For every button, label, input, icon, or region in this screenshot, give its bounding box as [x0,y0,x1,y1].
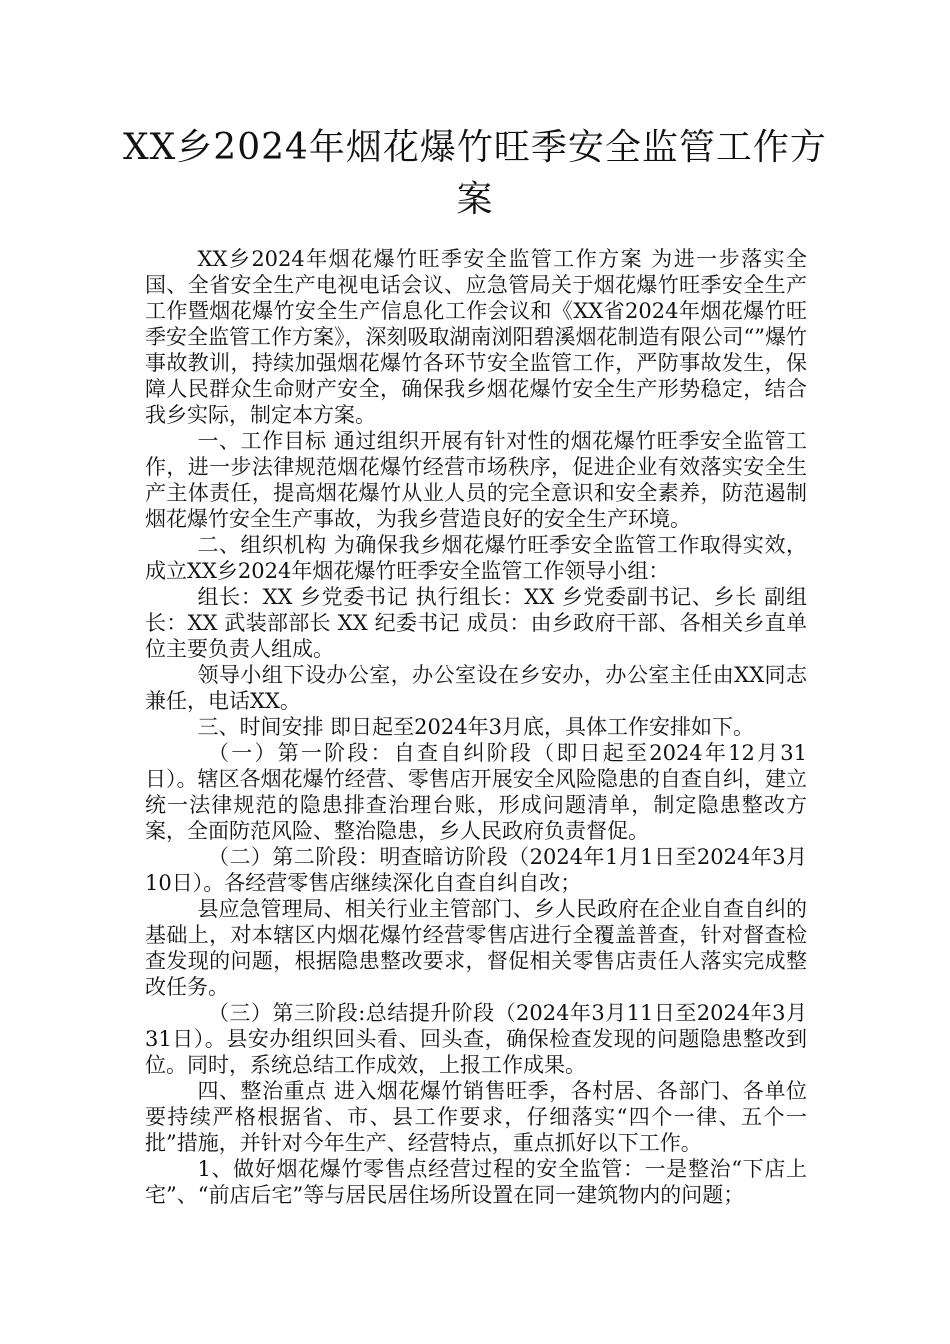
paragraph-intro: XX乡2024年烟花爆竹旺季安全监管工作方案 为进一步落实全国、全省安全生产电视电话会议、应急管局关于烟花爆竹旺季安全生产工作暨烟花爆竹安全生产信息化工作会议和《XX省2024年烟花爆竹旺季安全监管工作方案》，深刻吸取湖南浏阳碧溪烟花制造有限公司“”爆竹事故教训，持续加强烟花爆竹各环节安全监管工作，严防事故发生，保障人民群众生命财产安全，确保我乡烟花爆竹安全生产形势稳定，结合我乡实际，制定本方案。 [145,247,807,427]
paragraph-stage-three: （三）第三阶段:总结提升阶段（2024年3月11日至2024年3月31日）。县安办组织回头看、回头查，确保检查发现的问题隐患整改到位。同时，系统总结工作成效，上报工作成果。 [145,1001,807,1077]
paragraph-key-points: 四、整治重点 进入烟花爆竹销售旺季，各村居、各部门、各单位要持续严格根据省、市、县工作要求，仔细落实“四个一律、五个一批”措施，并针对今年生产、经营特点，重点抓好以下工作。 [145,1079,807,1155]
paragraph-retail-supervision: 1、做好烟花爆竹零售点经营过程的安全监管：一是整治“下店上宅”、“前店后宅”等与居民居住场所设置在同一建筑物内的问题； [145,1157,807,1207]
paragraph-office: 领导小组下设办公室，办公室设在乡安办，办公室主任由XX同志兼任，电话XX。 [145,663,807,713]
paragraph-stage-two: （二）第二阶段：明查暗访阶段（2024年1月1日至2024年3月10日）。各经营零售店继续深化自查自纠自改； [145,845,807,895]
document-body [145,246,807,1208]
paragraph-work-goal: 一、工作目标 通过组织开展有针对性的烟花爆竹旺季安全监管工作，进一步法律规范烟花爆竹经营市场秩序，促进企业有效落实安全生产主体责任，提高烟花爆竹从业人员的完全意识和安全素养，防范遏制烟花爆竹安全生产事故，为我乡营造良好的安全生产环境。 [145,429,807,531]
document-title: XX乡2024年烟花爆竹旺季安全监管工作方案 [123,127,827,220]
paragraph-group-members: 组长：XX 乡党委书记 执行组长：XX 乡党委副书记、乡长 副组长：XX 武装部部长 XX 纪委书记 成员：由乡政府干部、各相关乡直单位主要负责人组成。 [145,585,807,661]
paragraph-organization: 二、组织机构 为确保我乡烟花爆竹旺季安全监管工作取得实效，成立XX乡2024年烟花爆竹旺季安全监管工作领导小组： [145,533,807,583]
paragraph-stage-one: （一）第一阶段：自查自纠阶段（即日起至2024年12月31日）。辖区各烟花爆竹经营、零售店开展安全风险隐患的自查自纠，建立统一法律规范的隐患排查治理台账，形成问题清单，制定隐患整改方案，全面防范风险、整治隐患，乡人民政府负责督促。 [145,741,807,843]
paragraph-schedule: 三、时间安排 即日起至2024年3月底，具体工作安排如下。 [197,715,754,739]
paragraph-county-inspection: 县应急管理局、相关行业主管部门、乡人民政府在企业自查自纠的基础上，对本辖区内烟花爆竹经营零售店进行全覆盖普查，针对督查检查发现的问题，根据隐患整改要求，督促相关零售店责任人落实完成整改任务。 [145,897,807,999]
